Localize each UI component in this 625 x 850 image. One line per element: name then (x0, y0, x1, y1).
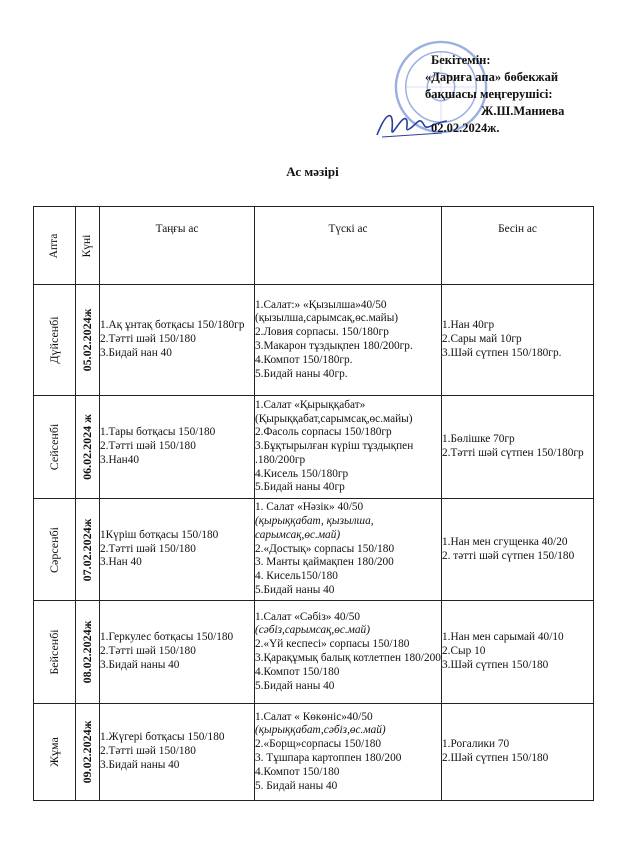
menu-item: 1.Салат « Көкөніс»40/50 (255, 710, 373, 723)
table-row (34, 601, 594, 704)
breakfast-cell (100, 285, 255, 396)
weekday-label: Дүйсенбі (46, 316, 61, 364)
weekday-label: Бейсенбі (46, 629, 61, 675)
menu-item: 3.Нан 40 (100, 556, 142, 569)
table-row (34, 396, 594, 499)
menu-item: 3. Тұшпара картоппен 180/200 (255, 752, 402, 764)
menu-item: 5. Бидай наны 40 (255, 779, 338, 792)
menu-item: 1.Салат «Қырыққабат» (255, 398, 366, 411)
menu-item: 2. тәтті шәй сүтпен 150/180 (442, 549, 575, 562)
breakfast-cell (100, 396, 255, 499)
date-label: 07.02.2024ж (79, 518, 94, 581)
menu-item: 2.Ловия сорпасы. 150/180гр (255, 326, 389, 339)
menu-item: 3.Бидай нан 40 (100, 346, 172, 359)
menu-item: 2.«Үй кеспесі» сорпасы 150/180 (255, 638, 410, 651)
menu-item: 1.Жүгері ботқасы 150/180 (100, 731, 225, 744)
approval-date: 02.02.2024ж. (431, 121, 500, 135)
menu-item: 1Күріш ботқасы 150/180 (100, 528, 219, 541)
menu-item: 3.Макарон тұздықпен 180/200гр. (255, 340, 413, 352)
menu-item: 4.Компот 150/180 (255, 665, 340, 678)
menu-item: 1.Нан 40гр (442, 319, 495, 332)
menu-item: 4.Компот 150/180гр. (255, 353, 353, 366)
header-week-label: Апта (47, 233, 60, 258)
menu-item: 3.Шәй сүтпен 150/180гр. (442, 346, 562, 359)
menu-item: 5.Бидай наны 40гр (255, 481, 345, 494)
header-snack: Бесін ас (442, 207, 594, 285)
menu-item: 1. Салат «Нәзік» 40/50 (255, 501, 364, 514)
menu-item: 2.Тәтті шәй 150/180 (100, 333, 196, 346)
menu-item: 1.Салат «Сәбіз» 40/50 (255, 610, 360, 623)
snack-cell (442, 396, 594, 499)
header-breakfast: Таңғы ас (100, 207, 255, 285)
menu-item: 3.Бидай наны 40 (100, 658, 180, 671)
header-week (34, 207, 76, 285)
date-cell (76, 396, 100, 499)
menu-item: 4.Кисель 150/180гр (255, 467, 349, 480)
date-label: 08.02.2024ж (79, 620, 94, 684)
menu-item: 3.Бұқтырылған күріш тұздықпен .180/200гр (255, 440, 414, 466)
date-cell (76, 499, 100, 601)
menu-item: 3.Нан40 (100, 453, 139, 466)
weekday-cell (34, 601, 76, 704)
menu-item: (қырыққабат,сәбіз,өс.май) (255, 724, 386, 737)
menu-item: 5.Бидай наны 40 (255, 679, 335, 692)
menu-item: 3.Шәй сүтпен 150/180 (442, 658, 549, 671)
menu-table (33, 206, 594, 801)
header-lunch: Түскі ас (255, 207, 442, 285)
menu-item: 1.Салат:» «Қызылша»40/50 (255, 298, 387, 311)
menu-item: 1.Рогалики 70 (442, 738, 510, 751)
menu-item: 2.Сыр 10 (442, 645, 486, 658)
date-label: 06.02.2024 ж (79, 414, 94, 480)
page-title: Ас мәзірі (286, 164, 339, 179)
weekday-label: Сейсенбі (46, 423, 61, 471)
menu-item: (Қырыққабат,сарымсақ,өс.майы) (255, 412, 413, 425)
menu-item: 1.Тары ботқасы 150/180 (100, 426, 216, 439)
menu-item: 2.Сары май 10гр (442, 333, 522, 346)
snack-cell (442, 285, 594, 396)
snack-cell (442, 704, 594, 801)
menu-item: 1.Ақ ұнтақ ботқасы 150/180гр (100, 319, 245, 332)
menu-item: 3. Манты қаймақпен 180/200 (255, 556, 394, 569)
table-row (34, 499, 594, 601)
weekday-cell (34, 704, 76, 801)
menu-item: 1.Бөлішке 70гр (442, 433, 515, 446)
lunch-cell (255, 396, 442, 499)
menu-item: 5.Бидай наны 40 (255, 583, 335, 596)
menu-item: 2.Тәтті шәй 150/180 (100, 645, 196, 658)
menu-item: (қырыққабат, қызылша, сарымсақ,өс.май) (255, 515, 374, 541)
table-header-row (34, 207, 594, 285)
approval-name: Ж.Ш.Маниева (481, 104, 565, 118)
approval-position: бақшасы меңгерушісі: (425, 87, 553, 101)
date-label: 05.02.2024ж (79, 308, 94, 372)
menu-item: 1.Нан мен сгущенка 40/20 (442, 535, 568, 548)
menu-item: 2.Тәтті шәй 150/180 (100, 745, 196, 758)
weekday-cell (34, 285, 76, 396)
date-cell (76, 704, 100, 801)
menu-item: 2.«Достық» сорпасы 150/180 (255, 542, 395, 555)
breakfast-cell (100, 499, 255, 601)
menu-item: 2.Тәтті шәй сүтпен 150/180гр (442, 447, 584, 459)
menu-item: 4. Кисель150/180 (255, 570, 338, 583)
date-label: 09.02.2024ж (79, 720, 94, 784)
approval-heading: Бекітемін: (431, 53, 491, 67)
breakfast-cell (100, 704, 255, 801)
menu-item: 2.Тәтті шәй 150/180 (100, 542, 196, 555)
date-cell (76, 601, 100, 704)
snack-cell (442, 601, 594, 704)
menu-item: 5.Бидай наны 40гр. (255, 367, 348, 380)
breakfast-cell (100, 601, 255, 704)
menu-item: 3.Бидай наны 40 (100, 758, 180, 771)
lunch-cell (255, 499, 442, 601)
lunch-cell (255, 601, 442, 704)
weekday-label: Жұма (46, 737, 61, 767)
menu-item: 1.Нан мен сарымай 40/10 (442, 631, 564, 644)
weekday-cell (34, 396, 76, 499)
menu-item: 2.Тәтті шәй 150/180 (100, 440, 196, 453)
lunch-cell (255, 704, 442, 801)
menu-item: 4.Компот 150/180 (255, 765, 340, 778)
menu-item: 1.Геркулес ботқасы 150/180 (100, 631, 234, 644)
weekday-label: Сәрсенбі (46, 526, 61, 573)
approval-block (425, 52, 620, 137)
header-day-label: Күні (80, 234, 93, 257)
menu-item: 2.«Борщ»сорпасы 150/180 (255, 738, 382, 751)
table-row (34, 285, 594, 396)
menu-item: 2.Шәй сүтпен 150/180 (442, 752, 549, 764)
menu-item: (сәбіз,сарымсақ,өс.май) (255, 624, 370, 637)
approval-org: «Дариға апа» бөбекжай (425, 70, 559, 84)
weekday-cell (34, 499, 76, 601)
menu-item: (қызылша,сарымсақ,өс.майы) (255, 312, 399, 325)
menu-item: 3.Қарақұмық балық котлетпен 180/200 (255, 652, 441, 664)
menu-item: 2.Фасоль сорпасы 150/180гр (255, 426, 392, 439)
snack-cell (442, 499, 594, 601)
table-row (34, 704, 594, 801)
header-day (76, 207, 100, 285)
date-cell (76, 285, 100, 396)
lunch-cell (255, 285, 442, 396)
